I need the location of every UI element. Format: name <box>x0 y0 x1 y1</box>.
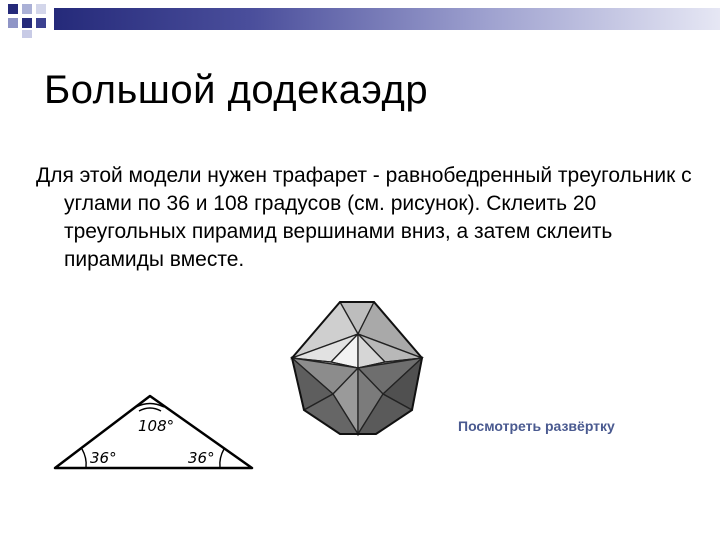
right-angle-arc <box>220 449 224 467</box>
body-text: Для этой модели нужен трафарет - равнобедренный треугольник с углами по 36 и 108 градусов (см. рисунок). Склеить 20 треугольных пирамид вершинами вниз, а затем склеить пирамиды вместе. <box>36 164 692 271</box>
header-gradient-bar <box>54 8 720 30</box>
apex-angle-arc <box>139 408 161 411</box>
left-angle-arc <box>82 449 86 467</box>
decor-square <box>22 18 32 28</box>
decor-square <box>22 4 32 14</box>
decor-square <box>36 4 46 14</box>
header-decoration <box>0 0 720 40</box>
right-angle-label: 36° <box>188 449 215 467</box>
decor-square <box>8 4 18 14</box>
apex-angle-label: 108° <box>138 417 175 435</box>
triangle-template-figure <box>50 388 260 472</box>
slide-title: Большой додекаэдр <box>44 68 429 112</box>
decor-square <box>8 18 18 28</box>
great-dodecahedron-image <box>283 298 433 440</box>
decor-square <box>22 30 32 38</box>
left-angle-label: 36° <box>90 449 117 467</box>
view-net-link[interactable]: Посмотреть развёртку <box>458 418 615 434</box>
decor-square <box>36 18 46 28</box>
